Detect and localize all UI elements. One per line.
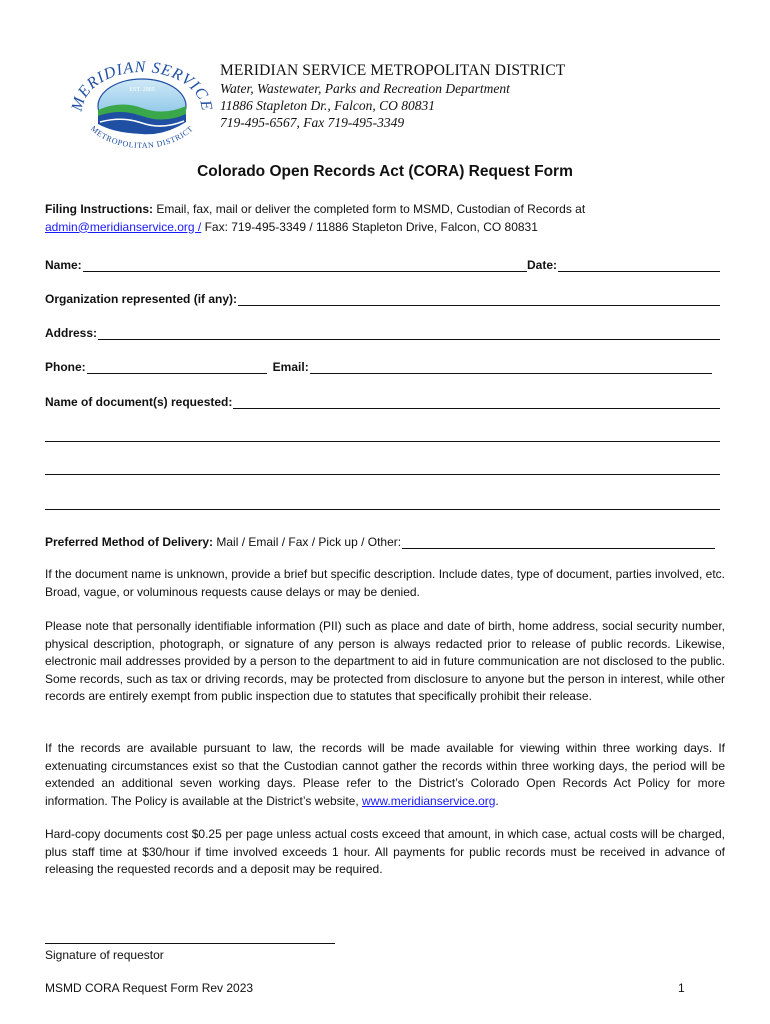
- phone-label: Phone:: [45, 360, 86, 374]
- phone-field[interactable]: [87, 361, 267, 374]
- name-label: Name:: [45, 258, 82, 272]
- date-field[interactable]: [558, 259, 720, 272]
- name-date-row: [45, 254, 720, 272]
- footer-page-number: 1: [678, 981, 685, 995]
- signature-field[interactable]: [45, 943, 335, 944]
- email-field[interactable]: [310, 361, 712, 374]
- documents-label: Name of document(s) requested:: [45, 395, 233, 409]
- email-label: Email:: [272, 360, 309, 374]
- filing-text: Email, fax, mail or deliver the completed form to MSMD, Custodian of Records at: [156, 202, 586, 216]
- logo-top-text: MERIDIAN SERVICE: [68, 60, 216, 113]
- delivery-options: Mail / Email / Fax / Pick up / Other:: [213, 535, 402, 549]
- form-title: Colorado Open Records Act (CORA) Request Form: [197, 163, 573, 180]
- filing-instructions: [45, 201, 585, 236]
- department: Water, Wastewater, Parks and Recreation Department: [220, 81, 510, 96]
- documents-line-4[interactable]: [45, 509, 720, 510]
- org-name: MERIDIAN SERVICE METROPOLITAN DISTRICT: [220, 62, 566, 79]
- meridian-logo: [68, 60, 216, 148]
- address-label: Address:: [45, 326, 98, 340]
- email-link[interactable]: admin@meridianservice.org /: [45, 219, 202, 234]
- organization-row: [45, 288, 720, 306]
- availability-end: .: [495, 793, 499, 808]
- delivery-row: [45, 531, 715, 549]
- paragraph-description: If the document name is unknown, provide a brief but specific description. Include dates, type of document, parties involved, etc. Broad, vague, or voluminous requests cause delays or may be denied.: [45, 567, 725, 599]
- paragraph-costs: Hard-copy documents cost $0.25 per page unless actual costs exceed that amount, in which case, actual costs will be charged, plus staff time at $30/hour if time involved exceeds 1 hour. All payments for public records must be received in advance of releasing the requested records and a deposit may be required.: [45, 827, 725, 877]
- documents-line-3[interactable]: [45, 474, 720, 475]
- organization-field[interactable]: [238, 293, 720, 306]
- paragraph-availability: [45, 740, 725, 810]
- signature-label: Signature of requestor: [45, 948, 164, 962]
- filing-rest: Fax: 719-495-3349 / 11886 Stapleton Drive, Falcon, CO 80831: [201, 219, 538, 234]
- logo-est-text: EST. 2005: [129, 87, 155, 93]
- organization-label: Organization represented (if any):: [45, 292, 238, 306]
- availability-text: If the records are available pursuant to law, the records will be made available for viewing within three working days. If extenuating circumstances exist so that the Custodian cannot gather the records within three working days, the period will be extended an additional seven working days. Please refer to the District’s Colorado Open Records Act Policy for more information. The Policy is available at the District’s website,: [45, 741, 725, 808]
- letterhead: [220, 62, 565, 131]
- address-field[interactable]: [98, 327, 720, 340]
- paragraph-pii: Please note that personally identifiable information (PII) such as place and date of birth, home address, social security number, physical description, photograph, or signature of any person is always redacted prior to release of public records. Likewise, electronic mail addresses provided by a person to the department to aid in future communication are not disclosed to the public. Some records, such as tax or driving records, may be protected from disclosure to anyone but the person in interest, while other records are entirely exempt from public inspection due to statutes that specifically prohibit their release.: [45, 619, 725, 704]
- documents-line-2[interactable]: [45, 441, 720, 442]
- date-label: Date:: [526, 258, 557, 272]
- documents-field[interactable]: [233, 396, 720, 409]
- logo-bottom-text: METROPOLITAN DISTRICT: [88, 124, 196, 148]
- footer-form-id: MSMD CORA Request Form Rev 2023: [45, 981, 254, 995]
- website-link[interactable]: www.meridianservice.org: [362, 793, 496, 808]
- org-phone-fax: 719-495-6567, Fax 719-495-3349: [220, 115, 405, 130]
- name-field[interactable]: [83, 259, 527, 272]
- delivery-other-field[interactable]: [402, 536, 715, 549]
- address-row: [45, 322, 720, 340]
- phone-email-row: [45, 356, 712, 374]
- documents-row: [45, 391, 720, 409]
- org-address: 11886 Stapleton Dr., Falcon, CO 80831: [220, 98, 435, 113]
- delivery-label: Preferred Method of Delivery:: [45, 535, 214, 549]
- filing-label: Filing Instructions:: [45, 202, 153, 216]
